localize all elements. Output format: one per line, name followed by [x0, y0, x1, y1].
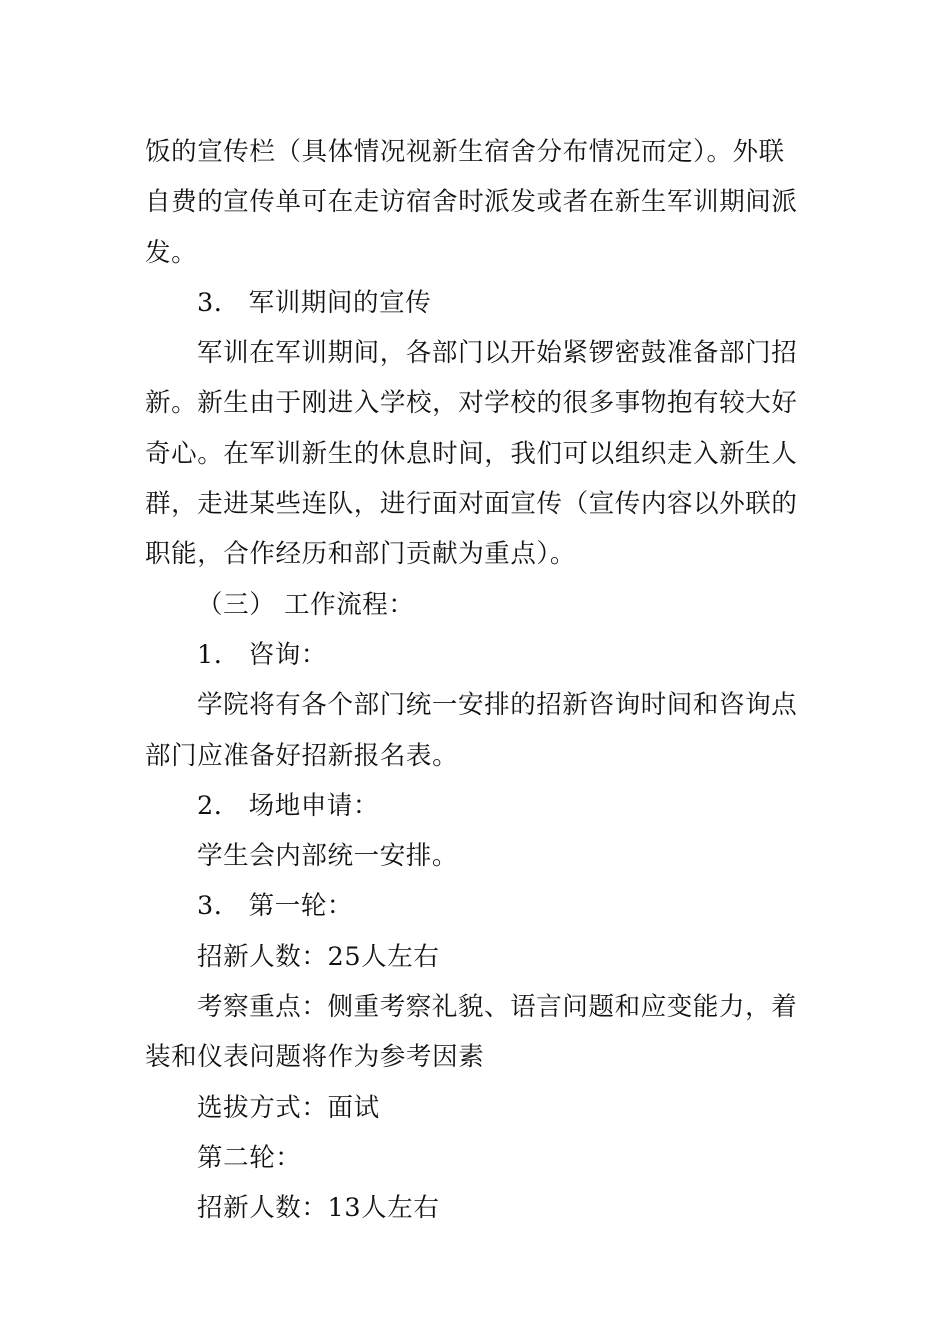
heading-military-training-publicity: 3． 军训期间的宣传	[197, 287, 432, 318]
first-round-recruit-count: 招新人数：25人左右	[197, 941, 440, 972]
document-body	[145, 127, 810, 1234]
paragraph-military-training: 军训在军训期间，各部门以开始紧锣密鼓准备部门招新。新生由于刚进入学校，对学校的很多事物抱有较大好奇心。在军训新生的休息时间，我们可以组织走入新生人群，走进某些连队，进行面对面宣传（宣传内容以外联的职能，合作经历和部门贡献为重点）。	[145, 338, 798, 570]
paragraph-consultation: 学院将有各个部门统一安排的招新咨询时间和咨询点部门应准备好招新报名表。	[145, 690, 798, 771]
heading-venue-application: 2． 场地申请：	[197, 790, 380, 821]
heading-work-process: （三） 工作流程：	[197, 589, 415, 620]
heading-second-round: 第二轮：	[197, 1142, 302, 1173]
heading-consultation: 1． 咨询：	[197, 639, 327, 670]
first-round-assessment-focus: 考察重点：侧重考察礼貌、语言问题和应变能力，着装和仪表问题将作为参考因素	[145, 992, 798, 1073]
heading-first-round: 3． 第一轮：	[197, 891, 354, 922]
second-round-recruit-count: 招新人数：13人左右	[197, 1193, 440, 1224]
paragraph-venue-application: 学生会内部统一安排。	[197, 841, 459, 872]
paragraph-publicity-board: 饭的宣传栏（具体情况视新生宿舍分布情况而定）。外联自费的宣传单可在走访宿舍时派发或者在新生军训期间派发。	[145, 137, 798, 268]
first-round-selection-method: 选拔方式：面试	[197, 1092, 380, 1123]
